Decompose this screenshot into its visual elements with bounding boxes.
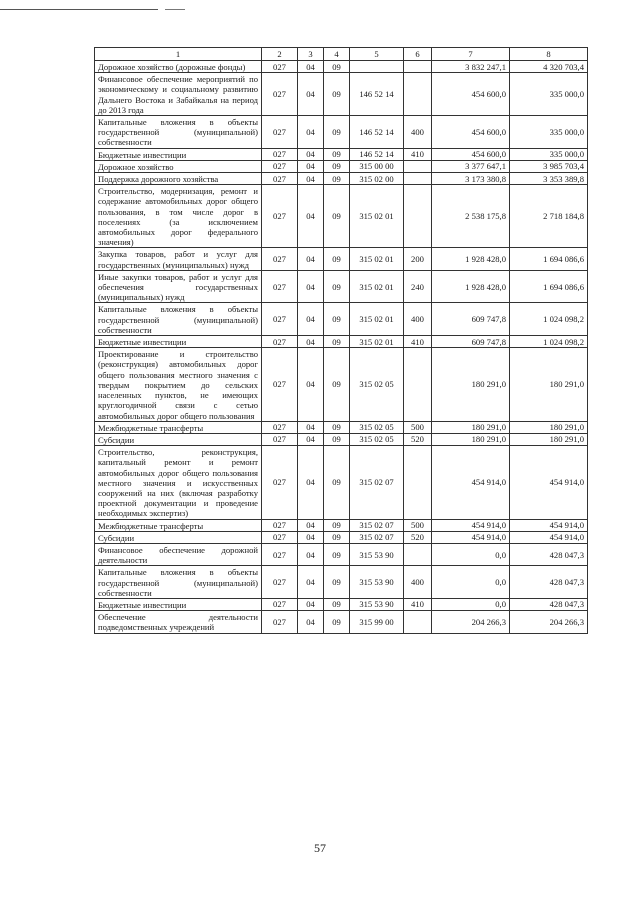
amount-year1-cell: 609 747,8 <box>432 303 510 336</box>
table-row <box>95 73 588 116</box>
row-name-cell: Межбюджетные трансферты <box>95 421 262 433</box>
target-article-cell: 315 02 01 <box>350 248 404 270</box>
table-row <box>95 61 588 73</box>
table-row <box>95 433 588 445</box>
expense-type-cell: 500 <box>404 519 432 531</box>
ministry-code-cell: 027 <box>262 270 298 303</box>
amount-year2-cell: 428 047,3 <box>510 598 588 610</box>
subsection-code-cell: 09 <box>324 173 350 185</box>
budget-table <box>94 47 588 634</box>
subsection-code-cell: 09 <box>324 73 350 116</box>
table-row <box>95 336 588 348</box>
table-row <box>95 531 588 543</box>
subsection-code-cell: 09 <box>324 270 350 303</box>
ministry-code-cell: 027 <box>262 303 298 336</box>
amount-year2-cell: 335 000,0 <box>510 73 588 116</box>
table-row <box>95 173 588 185</box>
expense-type-cell: 410 <box>404 598 432 610</box>
table-row <box>95 446 588 519</box>
ministry-code-cell: 027 <box>262 73 298 116</box>
section-code-cell: 04 <box>298 348 324 421</box>
amount-year1-cell: 454 914,0 <box>432 519 510 531</box>
expense-type-cell <box>404 173 432 185</box>
row-name-cell: Дорожное хозяйство (дорожные фонды) <box>95 61 262 73</box>
top-rule-fragment <box>165 9 185 10</box>
ministry-code-cell: 027 <box>262 173 298 185</box>
subsection-code-cell: 09 <box>324 531 350 543</box>
subsection-code-cell: 09 <box>324 148 350 160</box>
target-article-cell: 315 02 05 <box>350 433 404 445</box>
target-article-cell: 315 02 01 <box>350 185 404 248</box>
section-code-cell: 04 <box>298 173 324 185</box>
expense-type-cell: 400 <box>404 116 432 149</box>
table-row <box>95 116 588 149</box>
expense-type-cell: 240 <box>404 270 432 303</box>
section-code-cell: 04 <box>298 543 324 565</box>
ministry-code-cell: 027 <box>262 433 298 445</box>
table-row <box>95 543 588 565</box>
section-code-cell: 04 <box>298 148 324 160</box>
subsection-code-cell: 09 <box>324 61 350 73</box>
subsection-code-cell: 09 <box>324 303 350 336</box>
table-row <box>95 270 588 303</box>
amount-year1-cell: 454 600,0 <box>432 73 510 116</box>
expense-type-cell: 500 <box>404 421 432 433</box>
section-code-cell: 04 <box>298 248 324 270</box>
header-cell: 1 <box>95 48 262 61</box>
row-name-cell: Финансовое обеспечение мероприятий по экономическому и социальному развитию Дальнего Востока и Забайкалья на период до 2013 года <box>95 73 262 116</box>
table-row <box>95 519 588 531</box>
ministry-code-cell: 027 <box>262 598 298 610</box>
amount-year1-cell: 454 914,0 <box>432 446 510 519</box>
amount-year2-cell: 3 353 389,8 <box>510 173 588 185</box>
header-cell: 5 <box>350 48 404 61</box>
target-article-cell: 315 02 01 <box>350 336 404 348</box>
amount-year2-cell: 454 914,0 <box>510 519 588 531</box>
section-code-cell: 04 <box>298 421 324 433</box>
header-cell: 6 <box>404 48 432 61</box>
section-code-cell: 04 <box>298 61 324 73</box>
expense-type-cell <box>404 160 432 172</box>
amount-year1-cell: 1 928 428,0 <box>432 270 510 303</box>
target-article-cell: 315 99 00 <box>350 611 404 633</box>
table-row <box>95 303 588 336</box>
row-name-cell: Субсидии <box>95 433 262 445</box>
section-code-cell: 04 <box>298 336 324 348</box>
page-number: 57 <box>314 841 326 855</box>
amount-year1-cell: 3 832 247,1 <box>432 61 510 73</box>
top-rule <box>0 9 158 10</box>
expense-type-cell: 400 <box>404 566 432 599</box>
subsection-code-cell: 09 <box>324 566 350 599</box>
amount-year2-cell: 454 914,0 <box>510 446 588 519</box>
amount-year2-cell: 180 291,0 <box>510 421 588 433</box>
table-row <box>95 566 588 599</box>
row-name-cell: Бюджетные инвестиции <box>95 598 262 610</box>
ministry-code-cell: 027 <box>262 248 298 270</box>
subsection-code-cell: 09 <box>324 160 350 172</box>
amount-year2-cell: 335 000,0 <box>510 116 588 149</box>
section-code-cell: 04 <box>298 270 324 303</box>
amount-year1-cell: 180 291,0 <box>432 348 510 421</box>
expense-type-cell <box>404 73 432 116</box>
target-article-cell: 315 53 90 <box>350 566 404 599</box>
row-name-cell: Проектирование и строительство (реконструкция) автомобильных дорог общего пользования местного значения с твердым покрытием до сельских населенных пунктов, не имеющих круглогодичной связи с сетью автомобильных дорог общего пользования <box>95 348 262 421</box>
section-code-cell: 04 <box>298 116 324 149</box>
amount-year1-cell: 3 173 380,8 <box>432 173 510 185</box>
ministry-code-cell: 027 <box>262 116 298 149</box>
row-name-cell: Строительство, модернизация, ремонт и содержание автомобильных дорог общего пользования, в том числе дорог в поселениях (за исключением автомобильных дорог федерального значения) <box>95 185 262 248</box>
amount-year1-cell: 180 291,0 <box>432 433 510 445</box>
header-cell: 3 <box>298 48 324 61</box>
subsection-code-cell: 09 <box>324 433 350 445</box>
expense-type-cell <box>404 543 432 565</box>
section-code-cell: 04 <box>298 566 324 599</box>
expense-type-cell: 410 <box>404 336 432 348</box>
ministry-code-cell: 027 <box>262 160 298 172</box>
row-name-cell: Обеспечение деятельности подведомственных учреждений <box>95 611 262 633</box>
amount-year2-cell: 428 047,3 <box>510 543 588 565</box>
section-code-cell: 04 <box>298 446 324 519</box>
target-article-cell: 315 02 01 <box>350 303 404 336</box>
expense-type-cell <box>404 348 432 421</box>
ministry-code-cell: 027 <box>262 566 298 599</box>
table-row <box>95 160 588 172</box>
amount-year2-cell: 180 291,0 <box>510 433 588 445</box>
ministry-code-cell: 027 <box>262 519 298 531</box>
expense-type-cell: 410 <box>404 148 432 160</box>
section-code-cell: 04 <box>298 519 324 531</box>
table-row <box>95 248 588 270</box>
table-row <box>95 598 588 610</box>
row-name-cell: Финансовое обеспечение дорожной деятельности <box>95 543 262 565</box>
ministry-code-cell: 027 <box>262 348 298 421</box>
target-article-cell: 146 52 14 <box>350 73 404 116</box>
row-name-cell: Поддержка дорожного хозяйства <box>95 173 262 185</box>
table-row <box>95 148 588 160</box>
amount-year2-cell: 3 985 703,4 <box>510 160 588 172</box>
ministry-code-cell: 027 <box>262 148 298 160</box>
target-article-cell: 315 02 07 <box>350 446 404 519</box>
target-article-cell: 315 02 00 <box>350 173 404 185</box>
ministry-code-cell: 027 <box>262 446 298 519</box>
table-row <box>95 348 588 421</box>
amount-year1-cell: 454 600,0 <box>432 116 510 149</box>
table-row <box>95 421 588 433</box>
amount-year2-cell: 428 047,3 <box>510 566 588 599</box>
ministry-code-cell: 027 <box>262 185 298 248</box>
amount-year2-cell: 1 024 098,2 <box>510 336 588 348</box>
row-name-cell: Капитальные вложения в объекты государственной (муниципальной) собственности <box>95 303 262 336</box>
amount-year1-cell: 3 377 647,1 <box>432 160 510 172</box>
row-name-cell: Межбюджетные трансферты <box>95 519 262 531</box>
header-row <box>95 48 588 61</box>
expense-type-cell <box>404 185 432 248</box>
subsection-code-cell: 09 <box>324 248 350 270</box>
row-name-cell: Дорожное хозяйство <box>95 160 262 172</box>
subsection-code-cell: 09 <box>324 336 350 348</box>
table-row <box>95 611 588 633</box>
ministry-code-cell: 027 <box>262 421 298 433</box>
row-name-cell: Капитальные вложения в объекты государственной (муниципальной) собственности <box>95 116 262 149</box>
expense-type-cell <box>404 446 432 519</box>
section-code-cell: 04 <box>298 185 324 248</box>
ministry-code-cell: 027 <box>262 543 298 565</box>
target-article-cell: 315 53 90 <box>350 598 404 610</box>
row-name-cell: Субсидии <box>95 531 262 543</box>
amount-year2-cell: 204 266,3 <box>510 611 588 633</box>
subsection-code-cell: 09 <box>324 116 350 149</box>
row-name-cell: Строительство, реконструкция, капитальный ремонт и ремонт автомобильных дорог общего пользования местного значения и искусственных сооружений на них (включая разработку проектной документации и проведение необходимых экспертиз) <box>95 446 262 519</box>
amount-year2-cell: 335 000,0 <box>510 148 588 160</box>
target-article-cell: 315 02 05 <box>350 421 404 433</box>
amount-year1-cell: 0,0 <box>432 598 510 610</box>
target-article-cell: 315 02 05 <box>350 348 404 421</box>
subsection-code-cell: 09 <box>324 446 350 519</box>
section-code-cell: 04 <box>298 433 324 445</box>
expense-type-cell: 200 <box>404 248 432 270</box>
row-name-cell: Иные закупки товаров, работ и услуг для обеспечения государственных (муниципальных) нужд <box>95 270 262 303</box>
target-article-cell: 315 02 01 <box>350 270 404 303</box>
section-code-cell: 04 <box>298 598 324 610</box>
expense-type-cell: 520 <box>404 433 432 445</box>
header-cell: 2 <box>262 48 298 61</box>
subsection-code-cell: 09 <box>324 421 350 433</box>
section-code-cell: 04 <box>298 531 324 543</box>
amount-year2-cell: 1 694 086,6 <box>510 270 588 303</box>
target-article-cell: 146 52 14 <box>350 116 404 149</box>
target-article-cell: 146 52 14 <box>350 148 404 160</box>
row-name-cell: Закупка товаров, работ и услуг для государственных (муниципальных) нужд <box>95 248 262 270</box>
table-body <box>95 61 588 634</box>
subsection-code-cell: 09 <box>324 598 350 610</box>
amount-year1-cell: 1 928 428,0 <box>432 248 510 270</box>
amount-year2-cell: 4 320 703,4 <box>510 61 588 73</box>
expense-type-cell: 520 <box>404 531 432 543</box>
subsection-code-cell: 09 <box>324 543 350 565</box>
amount-year2-cell: 2 718 184,8 <box>510 185 588 248</box>
ministry-code-cell: 027 <box>262 336 298 348</box>
section-code-cell: 04 <box>298 73 324 116</box>
target-article-cell: 315 02 07 <box>350 531 404 543</box>
row-name-cell: Бюджетные инвестиции <box>95 148 262 160</box>
expense-type-cell: 400 <box>404 303 432 336</box>
subsection-code-cell: 09 <box>324 348 350 421</box>
header-cell: 4 <box>324 48 350 61</box>
subsection-code-cell: 09 <box>324 611 350 633</box>
ministry-code-cell: 027 <box>262 611 298 633</box>
subsection-code-cell: 09 <box>324 185 350 248</box>
target-article-cell: 315 02 07 <box>350 519 404 531</box>
amount-year1-cell: 0,0 <box>432 566 510 599</box>
amount-year1-cell: 204 266,3 <box>432 611 510 633</box>
row-name-cell: Капитальные вложения в объекты государственной (муниципальной) собственности <box>95 566 262 599</box>
target-article-cell: 315 53 90 <box>350 543 404 565</box>
row-name-cell: Бюджетные инвестиции <box>95 336 262 348</box>
section-code-cell: 04 <box>298 611 324 633</box>
header-cell: 7 <box>432 48 510 61</box>
table-row <box>95 185 588 248</box>
section-code-cell: 04 <box>298 160 324 172</box>
target-article-cell: 315 00 00 <box>350 160 404 172</box>
amount-year1-cell: 180 291,0 <box>432 421 510 433</box>
amount-year2-cell: 180 291,0 <box>510 348 588 421</box>
expense-type-cell <box>404 61 432 73</box>
subsection-code-cell: 09 <box>324 519 350 531</box>
ministry-code-cell: 027 <box>262 531 298 543</box>
amount-year2-cell: 1 694 086,6 <box>510 248 588 270</box>
amount-year2-cell: 1 024 098,2 <box>510 303 588 336</box>
amount-year1-cell: 454 914,0 <box>432 531 510 543</box>
amount-year2-cell: 454 914,0 <box>510 531 588 543</box>
section-code-cell: 04 <box>298 303 324 336</box>
expense-type-cell <box>404 611 432 633</box>
amount-year1-cell: 609 747,8 <box>432 336 510 348</box>
amount-year1-cell: 454 600,0 <box>432 148 510 160</box>
ministry-code-cell: 027 <box>262 61 298 73</box>
target-article-cell <box>350 61 404 73</box>
amount-year1-cell: 0,0 <box>432 543 510 565</box>
header-cell: 8 <box>510 48 588 61</box>
amount-year1-cell: 2 538 175,8 <box>432 185 510 248</box>
